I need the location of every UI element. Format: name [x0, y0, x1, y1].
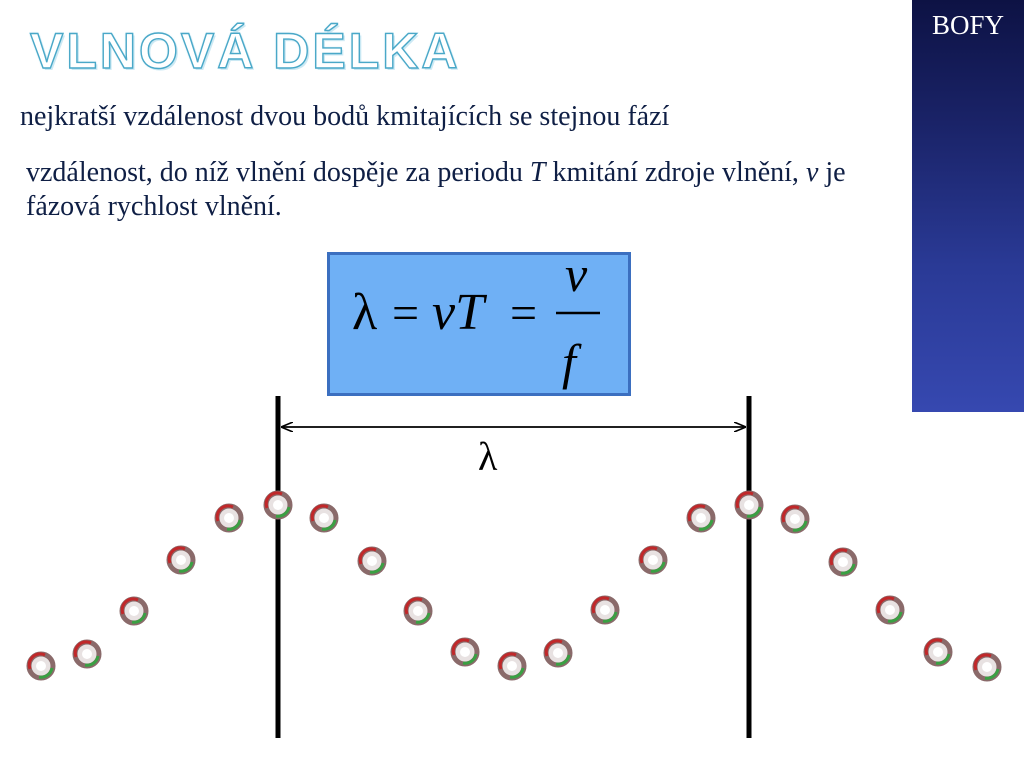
- definition-text-part1: vzdálenost, do níž vlnění dospěje za periodu: [26, 157, 530, 188]
- wave-particle-core: [176, 555, 186, 565]
- wave-particle-core: [507, 661, 517, 671]
- wave-particle-core: [129, 606, 139, 616]
- wave-particle-core: [36, 661, 46, 671]
- definition-text-part2: kmitání zdroje vlnění,: [545, 157, 806, 188]
- wave-particle-core: [885, 605, 895, 615]
- wave-particle-core: [933, 647, 943, 657]
- velocity-symbol: v: [805, 157, 819, 188]
- wave-particle-core: [790, 514, 800, 524]
- formula: [330, 255, 628, 393]
- wave-particle-core: [696, 513, 706, 523]
- lambda-label: λ: [478, 434, 498, 479]
- definition-line-1: nejkratší vzdálenost dvou bodů kmitajících se stejnou fází: [20, 101, 670, 132]
- wave-particle-core: [982, 662, 992, 672]
- period-symbol: T: [529, 157, 546, 188]
- wavelength-diagram: [0, 390, 1024, 768]
- formula-vT: vT: [432, 284, 484, 341]
- wave-particle-core: [224, 513, 234, 523]
- wave-particle-core: [648, 555, 658, 565]
- slide-title: VLNOVÁ DÉLKA: [30, 23, 461, 79]
- formula-box: [327, 252, 631, 396]
- wave-particles: [29, 493, 999, 679]
- wave-particle-core: [744, 500, 754, 510]
- wave-particle-core: [273, 500, 283, 510]
- fraction-numerator: v: [565, 255, 588, 302]
- wave-particle-core: [413, 606, 423, 616]
- wave-particle-core: [367, 556, 377, 566]
- definition-text-part3: je fázová rychlost vlnění.: [26, 157, 846, 222]
- formula-equals-2: =: [510, 287, 538, 340]
- wave-particle-core: [319, 513, 329, 523]
- formula-equals-1: =: [392, 287, 420, 340]
- formula-lambda: λ: [352, 284, 378, 341]
- wave-particle-core: [553, 648, 563, 658]
- fraction-denominator: f: [562, 334, 576, 390]
- wave-particle-core: [600, 605, 610, 615]
- wave-particle-core: [460, 647, 470, 657]
- bofy-label: BOFY: [931, 10, 1005, 40]
- wave-particle-core: [82, 649, 92, 659]
- side-panel: [912, 0, 1024, 412]
- wave-particle-core: [838, 557, 848, 567]
- definition-line-2: [26, 156, 896, 223]
